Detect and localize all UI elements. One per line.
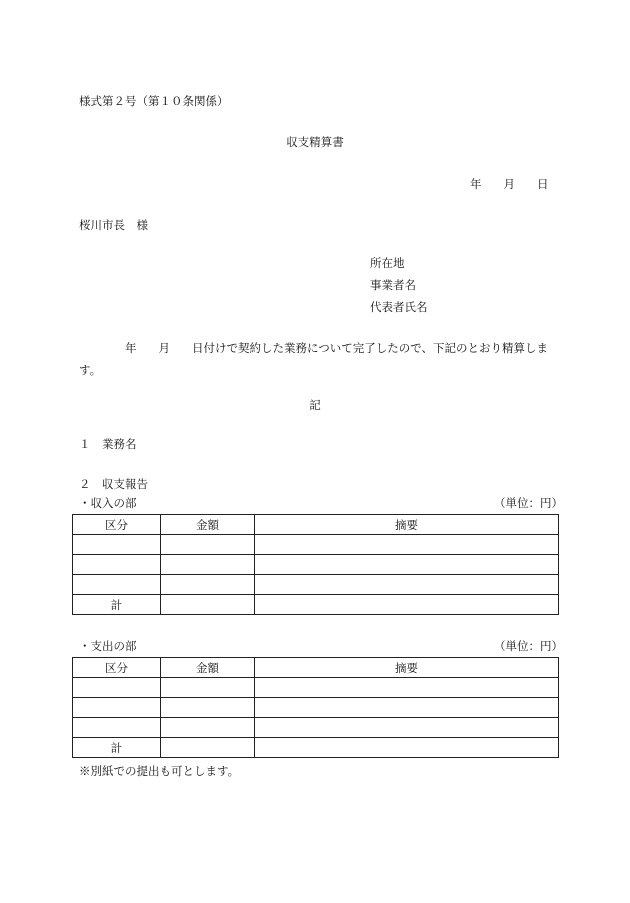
table-cell[interactable] — [255, 575, 559, 595]
addressee: 桜川市長 様 — [79, 218, 148, 232]
header-amount: 金額 — [161, 515, 255, 535]
total-row — [73, 738, 559, 758]
table-row — [73, 555, 559, 575]
body-month: 月 — [158, 341, 170, 355]
body-paragraph — [79, 337, 551, 381]
table-cell[interactable] — [161, 595, 255, 615]
table-cell[interactable] — [73, 698, 161, 718]
sender-business-name-label: 事業者名 — [370, 278, 416, 292]
table-cell[interactable] — [255, 738, 559, 758]
table-cell[interactable] — [255, 698, 559, 718]
table-cell[interactable] — [161, 555, 255, 575]
ki-heading: 記 — [309, 398, 321, 412]
table-row — [73, 718, 559, 738]
form-number: 様式第２号（第１０条関係） — [79, 94, 229, 108]
total-label: 計 — [73, 738, 161, 758]
table-cell[interactable] — [255, 718, 559, 738]
total-label: 計 — [73, 595, 161, 615]
date-line — [470, 179, 549, 191]
table-cell[interactable] — [73, 718, 161, 738]
header-category: 区分 — [73, 515, 161, 535]
table-cell[interactable] — [161, 698, 255, 718]
item-business-name: １ 業務名 — [79, 437, 137, 451]
table-cell[interactable] — [161, 535, 255, 555]
table-header-row — [73, 658, 559, 678]
table-cell[interactable] — [255, 535, 559, 555]
income-section-label: ・収入の部 — [79, 496, 137, 510]
table-cell[interactable] — [161, 678, 255, 698]
table-cell[interactable] — [73, 678, 161, 698]
expense-section-label: ・支出の部 — [79, 639, 137, 653]
footnote: ※別紙での提出も可とします。 — [79, 764, 240, 778]
table-cell[interactable] — [73, 575, 161, 595]
table-row — [73, 698, 559, 718]
sender-representative-label: 代表者氏名 — [370, 300, 428, 314]
expense-unit-label: （単位：円） — [494, 639, 563, 653]
body-year: 年 — [125, 341, 137, 355]
table-cell[interactable] — [255, 555, 559, 575]
table-row — [73, 575, 559, 595]
table-row — [73, 535, 559, 555]
header-remarks: 摘要 — [255, 658, 559, 678]
date-year: 年 — [470, 177, 482, 191]
table-row — [73, 678, 559, 698]
expense-table — [72, 657, 559, 758]
table-cell[interactable] — [161, 575, 255, 595]
header-amount: 金額 — [161, 658, 255, 678]
document-title: 収支精算書 — [286, 135, 344, 149]
table-cell[interactable] — [73, 535, 161, 555]
income-table — [72, 514, 559, 615]
header-category: 区分 — [73, 658, 161, 678]
table-cell[interactable] — [73, 555, 161, 575]
table-cell[interactable] — [255, 678, 559, 698]
header-remarks: 摘要 — [255, 515, 559, 535]
income-unit-label: （単位：円） — [494, 496, 563, 510]
total-row — [73, 595, 559, 615]
table-cell[interactable] — [161, 718, 255, 738]
sender-block — [370, 258, 428, 324]
date-day: 日 — [537, 177, 549, 191]
table-cell[interactable] — [161, 738, 255, 758]
table-header-row — [73, 515, 559, 535]
body-text: 日付けで契約した業務について完了したので、下記のとおり精算します。 — [79, 341, 549, 377]
sender-address-label: 所在地 — [370, 256, 405, 270]
table-cell[interactable] — [255, 595, 559, 615]
item-income-report: ２ 収支報告 — [79, 477, 148, 491]
date-month: 月 — [503, 177, 515, 191]
